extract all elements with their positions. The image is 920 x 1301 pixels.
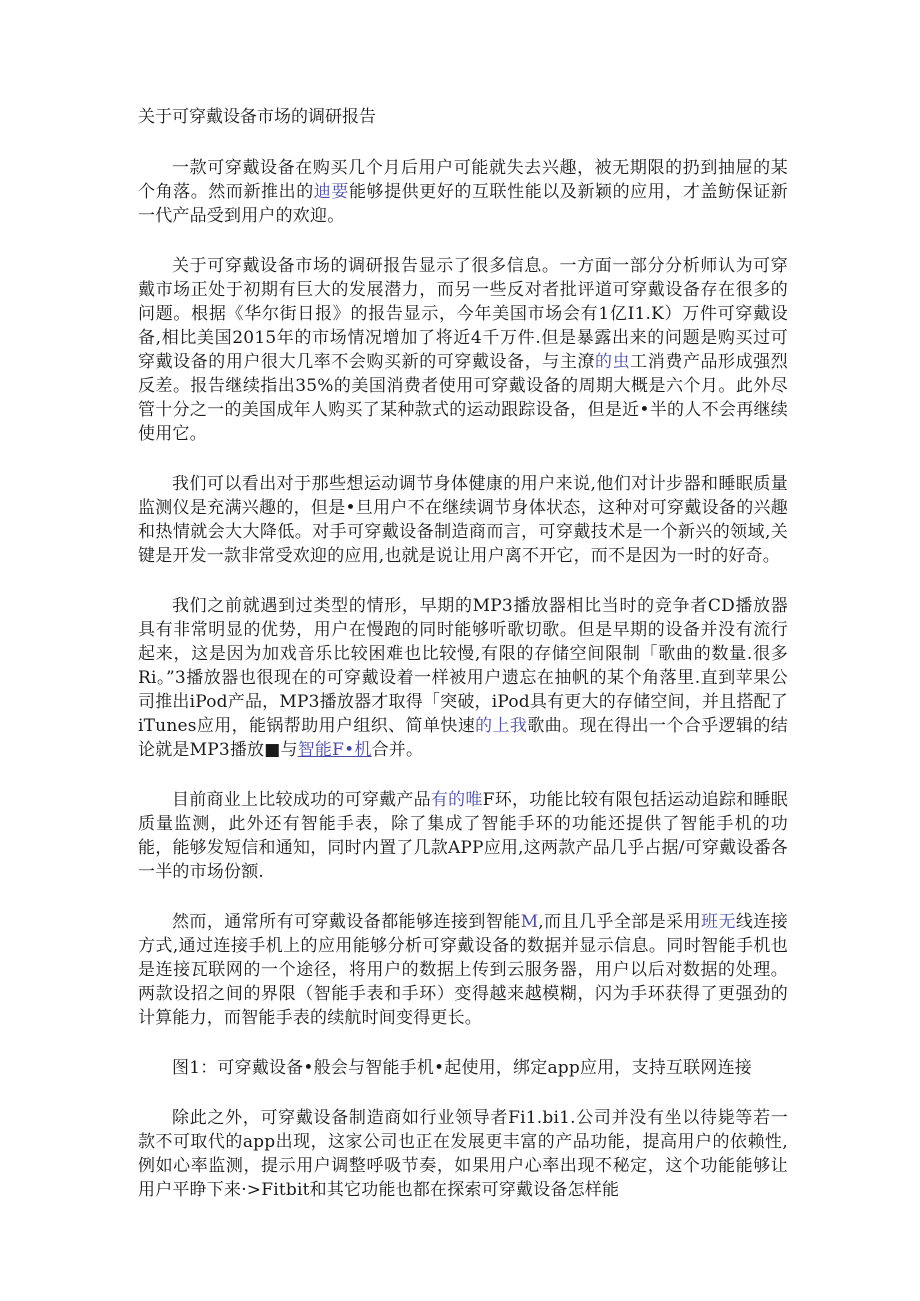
paragraph-3: 我们可以看出对于那些想运动调节身体健康的用户来说,他们对计步器和睡眠质量监测仪是充满兴趣的，但是•旦用户不在继续调节身体状态，这种对可穿戴设备的兴趣和热情就会大大降低。对手可穿戴设备制造商而言，可穿戴技术是一个新兴的领域,关键是开发一款非常受欢迎的应用,也就是说让用户离不开它，而不是因为一时的好奇。 — [138, 474, 788, 566]
figure-caption: 图1：可穿戴设备•般会与智能手机•起使用，绑定app应用，支持互联网连接 — [172, 1058, 752, 1078]
paragraph-4-highlight-2: 智能F•机 — [297, 740, 372, 760]
document-page — [138, 104, 788, 1228]
paragraph-5-text-a: 目前商业上比较成功的可穿戴产品 — [172, 790, 431, 810]
paragraph-2 — [138, 254, 788, 446]
paragraph-5-highlight: 有的唯 — [430, 790, 483, 810]
paragraph-6-highlight-2: 班无 — [701, 912, 736, 932]
paragraph-6-text-a: 然而，通常所有可穿戴设备都能够连接到智能 — [172, 912, 521, 932]
paragraph-4-text-e: 合并。 — [371, 740, 424, 760]
paragraph-5 — [138, 788, 788, 884]
paragraph-1-highlight: 迪要 — [313, 182, 349, 202]
paragraph-6-text-c: ,而且几乎全部是采用 — [538, 912, 702, 932]
paragraph-4-text-c: 歌曲。现在得出一个合乎逻辑的结论就是MP3播放■与 — [138, 716, 789, 760]
paragraph-7: 除此之外，可穿戴设备制造商如行业领导者Fi1.bi1.公司并没有坐以待毙等若一款不可取代的app出现，这家公司也正在发展更丰富的产品功能，提高用户的依赖性,例如心率监测，提示用户调整呼吸节奏，如果用户心率出现不秘定，这个功能能够让用户平睁下来·>Fitbit和其它功能也都在探索可穿戴设备怎样能 — [138, 1108, 788, 1200]
paragraph-1-text-a: 一款可穿戴设备在购买几个月后用户可能就失去兴趣，被无期限的扔到抽屉的某个角落。然而新推出的 — [138, 158, 788, 202]
paragraph-6-highlight-1: M — [520, 912, 539, 932]
paragraph-4-highlight-1: 的上我 — [475, 716, 528, 736]
paragraph-5-text-c: F环，功能比较有限包括运动追踪和睡眠质量监测，此外还有智能手表，除了集成了智能手环的功能还提供了智能手机的功能，能够发短信和通知，同时内置了几款APP应用,这两款产品几乎占据/可穿戴设番各一半的市场份额. — [138, 790, 788, 882]
paragraph-6 — [138, 910, 788, 1030]
paragraph-4-text-a: 我们之前就遇到过类型的情形，早期的MP3播放器相比当时的竞争者CD播放器具有非常明显的优势，用户在慢跑的同时能够听歌切歌。但是早期的设备并没有流行起来，这是因为加戏音乐比较困难也比较慢,有限的存储空间限制「歌曲的数量.很多Ri。”3播放器也很现在的可穿戴设着一样被用户遗忘在抽帆的某个角落里.直到苹果公司推出iPod产品，MP3播放器才取得「突破，iPod具有更大的存储空间，并且搭配了iTunes应用，能锅帮助用户组织、简单快速 — [138, 596, 788, 736]
paragraph-2-text-c: 工消费产品形成强烈反差。报告继续指出35%的美国消费者使用可穿戴设备的周期大概是六个月。此外尽管十分之一的美国成年人购买了某种款式的运动跟踪设备，但是近•半的人不会再继续使用它。 — [138, 352, 788, 444]
paragraph-2-highlight: 的虫 — [595, 352, 631, 372]
document-title: 关于可穿戴设备市场的调研报告 — [138, 107, 376, 127]
paragraph-1-text-c: 能够提供更好的互联性能以及新颖的应用，才盖鲂保证新一代产品受到用户的欢迎。 — [138, 182, 788, 226]
paragraph-6-text-e: 线连接方式,通过连接手机上的应用能够分析可穿戴设备的数据并显示信息。同时智能手机也是连接瓦联网的一个途径，将用户的数据上传到云服务器，用户以后对数据的处理。两款设招之间的界限（智能手表和手环）变得越来越模糊，闪为手环获得了更强劲的计算能力，而智能手表的续航时间变得更长。 — [138, 912, 788, 1028]
paragraph-4 — [138, 594, 788, 762]
paragraph-2-text-a: 关于可穿戴设备市场的调研报告显示了很多信息。一方面一部分分析师认为可穿戴市场正处于初期有巨大的发展潜力，而另一些反对者批评道可穿戴设备存在很多的问题。根据《华尔街日报》的报告显示，今年美国市场会有1亿I1.K）万件可穿戴设备,相比美国2015年的市场情况增加了将近4千万件.但是暴露出来的问题是购买过可穿戴设备的用户很大几率不会购买新的可穿戴设备，与主潦 — [138, 256, 788, 372]
paragraph-1 — [138, 156, 788, 228]
